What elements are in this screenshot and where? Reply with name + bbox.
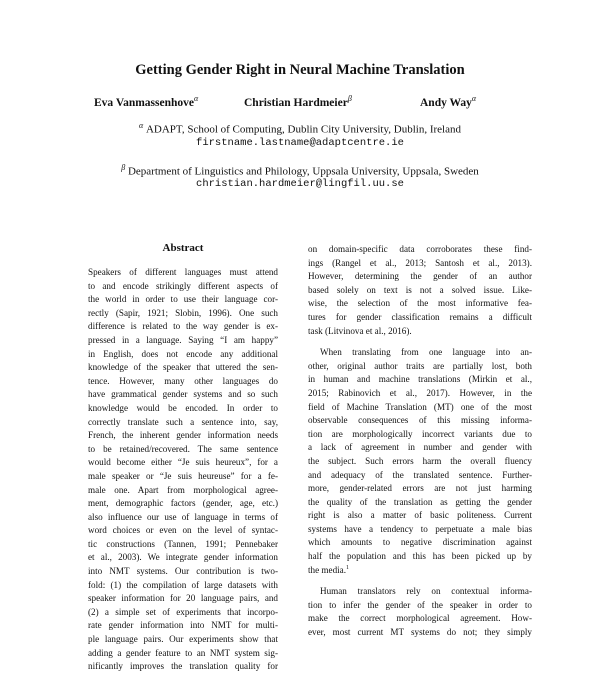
text-line: rate gender information into NMT for multi- (88, 620, 278, 631)
text-line: rectly (Sapir, 1921; Slobin, 1996). One such (88, 307, 278, 318)
text-line: the media.$^1$ (308, 564, 350, 575)
text-line: knowledge would be encoded. In order to (88, 402, 278, 413)
text-line: tic constructions (Tannen, 1991; Pennebaker (88, 538, 278, 549)
abstract-text (88, 266, 278, 674)
text-line: male one. Apart from morphological agree- (88, 484, 278, 495)
text-line: would become either “Je suis heureux”, for a (88, 457, 278, 468)
text-line: the quality of the translation as getting the gender (308, 496, 532, 507)
text-line: and adequacy of the translated sentence. Further- (308, 469, 532, 480)
text-line: et al., 2003). We integrate gender information (88, 552, 278, 563)
text-line: pressed in a language. Saying “I am happy” (88, 334, 278, 345)
text-line: correctly translate such a sentence into, say, (88, 416, 278, 427)
text-line: However, determining the gender of an author (308, 271, 532, 282)
affiliation-2: $^\beta$ Department of Linguistics and Philology, Uppsala University, Uppsala, Sweden (121, 163, 479, 178)
text-line: which amounts to negative discrimination against (308, 537, 532, 548)
text-line: tures for gender classification remains a difficult (308, 311, 532, 322)
paragraph-2 (308, 346, 532, 577)
text-line: other, original author traits are partially lost, both (308, 360, 532, 371)
text-line: tence. However, many other languages do (88, 375, 278, 386)
text-line: observable consequences of this missing informa- (308, 415, 532, 426)
text-line: a lack of agreement in number and gender with (308, 442, 532, 453)
body-text-column (308, 243, 532, 640)
text-line: also influence our use of language in terms of (88, 511, 278, 522)
paragraph-1 (308, 243, 532, 338)
text-line: right is also a matter of basic politeness. Current (308, 510, 532, 521)
text-line: French, the inherent gender information needs (88, 430, 278, 441)
text-line: (2) a simple set of experiments that incorpo- (88, 606, 278, 617)
text-line: based solely on text is not a solved issue. Like- (308, 284, 532, 295)
text-line: wise, the selection of the most informative fea- (308, 298, 532, 309)
text-line: in human and machine translations (Mirkin et al., (308, 374, 532, 385)
text-line: tion are morphologically incorrect variants due to (308, 428, 532, 439)
text-line: When translating from one language into an- (320, 347, 532, 358)
text-line: half the population and this has been picked up by (308, 551, 532, 562)
affiliation-1: $^\alpha$ ADAPT, School of Computing, Dublin City University, Dublin, Ireland (139, 121, 461, 136)
text-line: on domain-specific data corroborates these find- (308, 244, 532, 254)
text-line: ever, most current MT systems do not; they simply (308, 627, 532, 638)
text-line: to be retained/recovered. The same sentence (88, 443, 278, 454)
text-line: make the correct morphological agreement. How- (308, 613, 532, 624)
email-2: christian.hardmeier@lingfil.uu.se (196, 178, 404, 190)
author-1: Eva Vanmassenhove$^\alpha$ (94, 94, 199, 109)
text-line: ment, demographic factors (gender, age, etc.) (88, 498, 278, 509)
text-line: nificantly improves the translation quality for (88, 661, 278, 672)
footnote-marker[interactable]: 1 (346, 564, 350, 571)
email-1: firstname.lastname@adaptcentre.ie (196, 137, 404, 149)
text-line: have grammatical gender systems and so such (88, 389, 278, 400)
author-3: Andy Way$^\alpha$ (420, 94, 477, 109)
text-line: to and encode strikingly different aspects of (88, 280, 278, 291)
text-line: into NMT systems. Our contribution is two- (88, 566, 278, 577)
author-2: Christian Hardmeier$^\beta$ (244, 94, 352, 109)
text-line: male speaker or “Je suis heureuse” for a fe- (88, 470, 278, 481)
text-line: 2015; Rabinovich et al., 2017). However, in the (308, 387, 532, 398)
text-line: field of Machine Translation (MT) one of the most (308, 401, 532, 412)
text-line: fold: (1) the compilation of large datasets with (88, 579, 278, 590)
text-line: the subject. Such errors harm the overall fluency (308, 455, 532, 466)
paper-title: Getting Gender Right in Neural Machine Translation (135, 62, 465, 78)
text-line: ings (Rangel et al., 2013; Santosh et al., 2013). (308, 257, 532, 268)
text-line: word choices or even on the level of syntac- (88, 525, 278, 536)
paragraph-3 (308, 585, 532, 639)
text-line: difference is related to the way gender is ex- (88, 321, 278, 332)
text-line: Human translators rely on contextual informa- (320, 586, 532, 597)
text-line: systems have a tendency to perpetuate a male bias (308, 523, 532, 534)
text-line: adding a gender feature to an NMT system sig- (88, 647, 278, 658)
text-line: the world in order to use their language cor- (88, 294, 278, 305)
text-line: tion to infer the gender of the speaker in order to (308, 599, 532, 610)
text-line: ple language pairs. Our experiments show that (88, 634, 278, 645)
abstract-heading: Abstract (162, 242, 204, 254)
text-line: Speakers of different languages must attend (88, 267, 278, 277)
text-line: more, gender-related errors are not just harming (308, 483, 532, 494)
text-line: speaker information for 20 language pairs, and (88, 593, 278, 604)
text-line: in English, does not encode any additional (88, 348, 278, 359)
text-line: knowledge of the speaker that uttered the sen- (88, 362, 278, 373)
text-line: task (Litvinova et al., 2016). (308, 325, 412, 336)
